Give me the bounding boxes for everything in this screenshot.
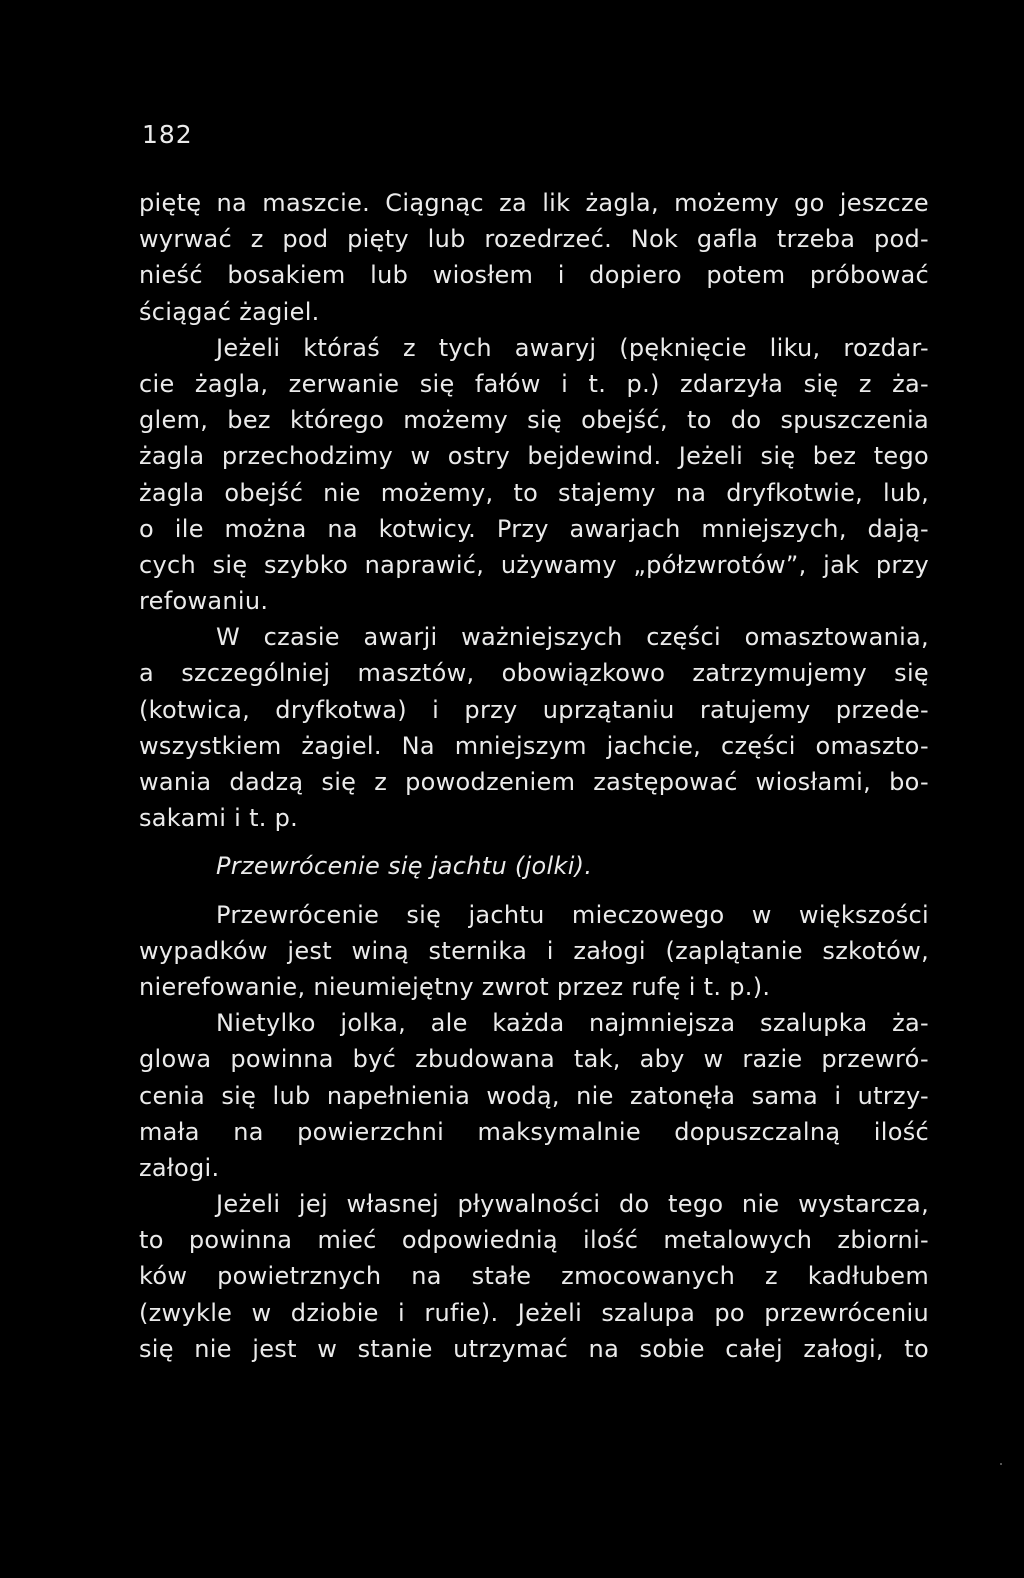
text-line: wypadków jest winą sternika i załogi (zaplątanie szkotów,: [139, 936, 929, 965]
text-line: nieść bosakiem lub wiosłem i dopiero potem próbować: [139, 261, 929, 290]
text-line: glem, bez którego możemy się obejść, to do spuszczenia: [139, 406, 929, 435]
text-line: ków powietrznych na stałe zmocowanych z kadłubem: [139, 1262, 929, 1291]
text-line: mała na powierzchni maksymalnie dopuszczalną ilość: [139, 1117, 929, 1146]
text-line: Jeżeli jej własnej pływalności do tego nie wystarcza,: [216, 1190, 929, 1219]
section-heading: Przewrócenie się jachtu (jolki).: [216, 852, 593, 881]
text-line: żagla przechodzimy w ostry bejdewind. Jeżeli się bez tego: [139, 442, 929, 471]
text-line: wyrwać z pod pięty lub rozedrzeć. Nok gafla trzeba pod-: [139, 225, 929, 254]
text-line: nierefowanie, nieumiejętny zwrot przez rufę i t. p.).: [139, 972, 771, 1001]
text-line: załogi.: [139, 1153, 220, 1182]
text-line: wszystkiem żagiel. Na mniejszym jachcie, części omaszto-: [139, 731, 929, 760]
text-line: (zwykle w dziobie i rufie). Jeżeli szalupa po przewróceniu: [139, 1298, 929, 1327]
text-line: się nie jest w stanie utrzymać na sobie całej załogi, to: [139, 1334, 929, 1363]
text-line: a szczególniej masztów, obowiązkowo zatrzymujemy się: [139, 659, 929, 688]
text-line: to powinna mieć odpowiednią ilość metalowych zbiorni-: [139, 1226, 929, 1255]
text-line: cie żagla, zerwanie się fałów i t. p.) zdarzyła się z ża-: [139, 369, 929, 398]
text-line: Przewrócenie się jachtu mieczowego w większości: [216, 900, 929, 929]
text-line: ściągać żagiel.: [139, 297, 320, 326]
text-line: glowa powinna być zbudowana tak, aby w razie przewró-: [139, 1045, 929, 1074]
text-line: W czasie awarji ważniejszych części omasztowania,: [216, 623, 929, 652]
text-line: refowaniu.: [139, 587, 269, 616]
text-line: sakami i t. p.: [139, 804, 299, 833]
page-number: 182: [142, 120, 193, 149]
text-line: Nietylko jolka, ale każda najmniejsza szalupka ża-: [216, 1009, 929, 1038]
text-line: o ile można na kotwicy. Przy awarjach mniejszych, dają-: [139, 514, 929, 543]
text-line: żagla obejść nie możemy, to stajemy na dryfkotwie, lub,: [139, 478, 929, 507]
text-line: wania dadzą się z powodzeniem zastępować wiosłami, bo-: [139, 768, 929, 796]
text-line: cych się szybko naprawić, używamy „półzwrotów”, jak przy: [139, 550, 929, 579]
page-body-text: [139, 185, 929, 1367]
text-line: Jeżeli któraś z tych awaryj (pęknięcie liku, rozdar-: [216, 333, 929, 362]
text-line: piętę na maszcie. Ciągnąc za lik żagla, możemy go jeszcze: [139, 189, 929, 217]
scan-speck: [1000, 1463, 1002, 1465]
text-line: cenia się lub napełnienia wodą, nie zatonęła sama i utrzy-: [139, 1081, 929, 1110]
text-line: (kotwica, dryfkotwa) i przy uprzątaniu ratujemy przede-: [139, 695, 929, 724]
